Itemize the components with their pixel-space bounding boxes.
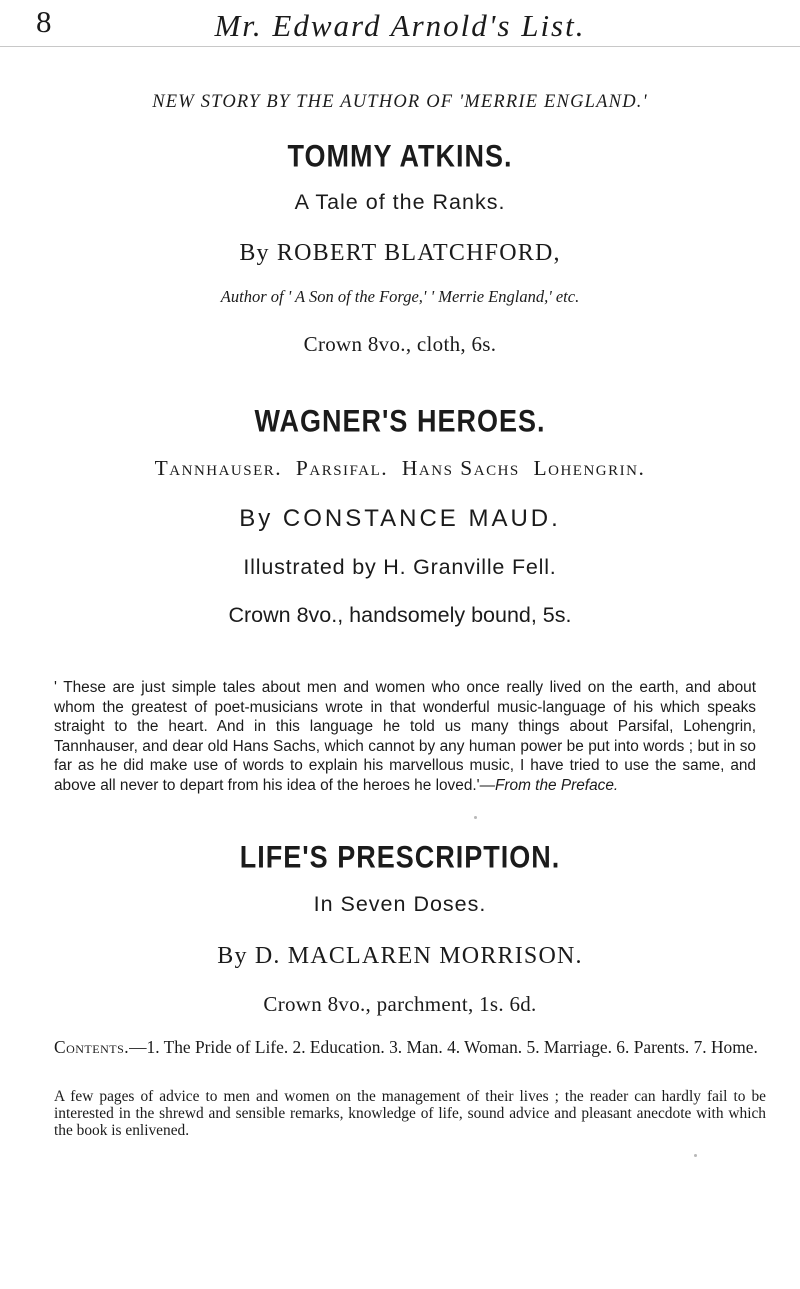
format-price: Crown 8vo., cloth, 6s. [303, 332, 497, 356]
series-tagline: NEW STORY BY THE AUTHOR OF 'MERRIE ENGLAND.' [152, 92, 648, 112]
contents-label: Contents. [54, 1037, 130, 1057]
format-price: Crown 8vo., parchment, 1s. 6d. [263, 992, 537, 1016]
book-title-tommy-atkins: TOMMY ATKINS. [287, 138, 513, 174]
quote-source: —From the Preface. [479, 776, 619, 794]
book-author: By CONSTANCE MAUD. [239, 505, 561, 532]
book-subtitle: In Seven Doses. [313, 892, 487, 916]
book-title-wagners-heroes: WAGNER'S HEROES. [254, 403, 546, 439]
preface-quote [54, 678, 756, 796]
header-rule [0, 46, 800, 47]
book-author: By ROBERT BLATCHFORD, [239, 240, 561, 266]
book-author: By D. MACLAREN MORRISON. [217, 943, 583, 969]
format-price: Crown 8vo., handsomely bound, 5s. [228, 603, 572, 627]
page-number: 8 [36, 4, 52, 39]
book-title-lifes-prescription: LIFE'S PRESCRIPTION. [239, 839, 561, 875]
quote-text: ' These are just simple tales about men and women who once really lived on the earth, and about whom the greatest of poet-musicians wrote in that wonderful music-language of his which speaks straight to the heart. And in this language he told us many things about Parsifal, Lohengrin, Tannhauser, and dear old Hans Sachs, which cannot by any human power be put into words ; but in so far as he did make use of words to explain his marvellous music, I have tried to use the same, and above all never to depart from his idea of the heroes he loved.' [54, 679, 756, 794]
book-subtitle: A Tale of the Ranks. [294, 190, 506, 214]
illustrator-credit: Illustrated by H. Granville Fell. [243, 555, 557, 579]
opera-list: Tannhauser. Parsifal. Hans Sachs Lohengrin. [154, 456, 646, 480]
print-speck [474, 816, 477, 819]
print-speck [694, 1154, 697, 1157]
running-head: Mr. Edward Arnold's List. [214, 8, 586, 43]
contents-list [54, 1036, 766, 1059]
book-blurb: A few pages of advice to men and women on the management of their lives ; the reader can hardly fail to be interested in the shrewd and sensible remarks, knowledge of life, sound advice and pleasant anecdote with which the book is enlivened. [54, 1088, 766, 1140]
contents-items: —1. The Pride of Life. 2. Education. 3. Man. 4. Woman. 5. Marriage. 6. Parents. 7. Home. [129, 1037, 758, 1057]
author-credits: Author of ' A Son of the Forge,' ' Merrie England,' etc. [220, 287, 580, 306]
